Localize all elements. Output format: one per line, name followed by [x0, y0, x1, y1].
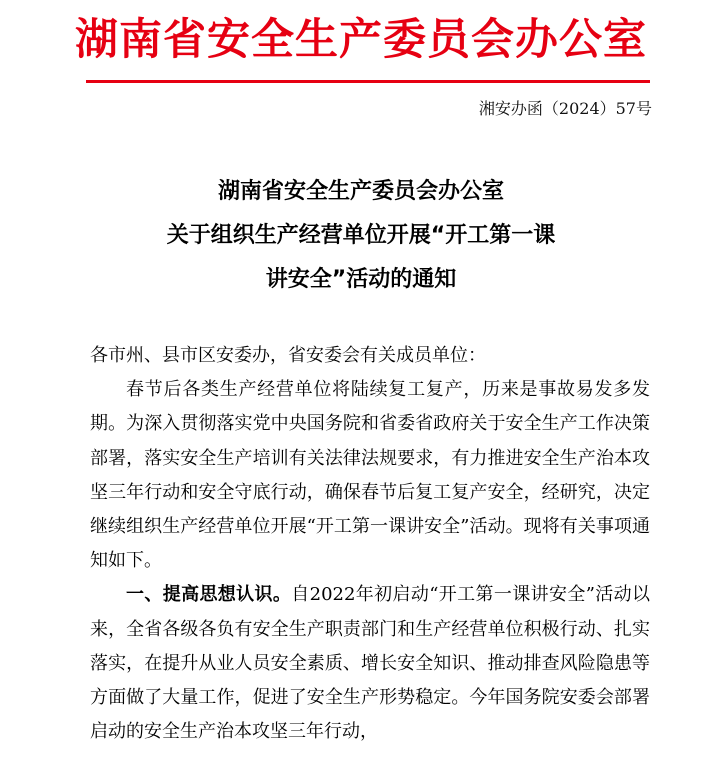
- section-1-heading: 一、提高思想认识。: [126, 584, 292, 606]
- red-separator-line: [86, 80, 650, 83]
- issuing-organization-header: 湖南省安全生产委员会办公室: [75, 15, 647, 65]
- title-line-2: 关于组织生产经营单位开展“开工第一课: [166, 223, 556, 248]
- paragraph-intro: 春节后各类生产经营单位将陆续复工复产，历来是事故易发多发期。为深入贯彻落实党中央国务院和省委省政府关于安全生产工作决策部署，落实安全生产培训有关法律法规要求，有力推进安全生产治本攻坚三年行动和安全守底行动，确保春节后复工复产安全，经研究，决定继续组织生产经营单位开展“开工第一课讲安全”活动。现将有关事项通知如下。: [90, 379, 650, 572]
- document-title: [0, 170, 722, 302]
- salutation: 各市州、县市区安委办，省安委会有关成员单位：: [90, 345, 486, 366]
- section-1-text: 自2022年初启动“开工第一课讲安全”活动以来，全省各级各负有安全生产职责部门和生产经营单位积极行动、扎实落实，在提升从业人员安全素质、增长安全知识、推动排查风险隐患等方面做了大量工作，促进了安全生产形势稳定。今年国务院安委会部署启动的安全生产治本攻坚三年行动，: [90, 584, 650, 743]
- title-line-1: 湖南省安全生产委员会办公室: [217, 179, 504, 204]
- document-number: 湘安办函（2024）57号: [478, 99, 652, 118]
- document-body: [90, 339, 650, 749]
- paragraph-section-1: [90, 578, 650, 749]
- title-line-3: 讲安全”活动的通知: [265, 267, 457, 292]
